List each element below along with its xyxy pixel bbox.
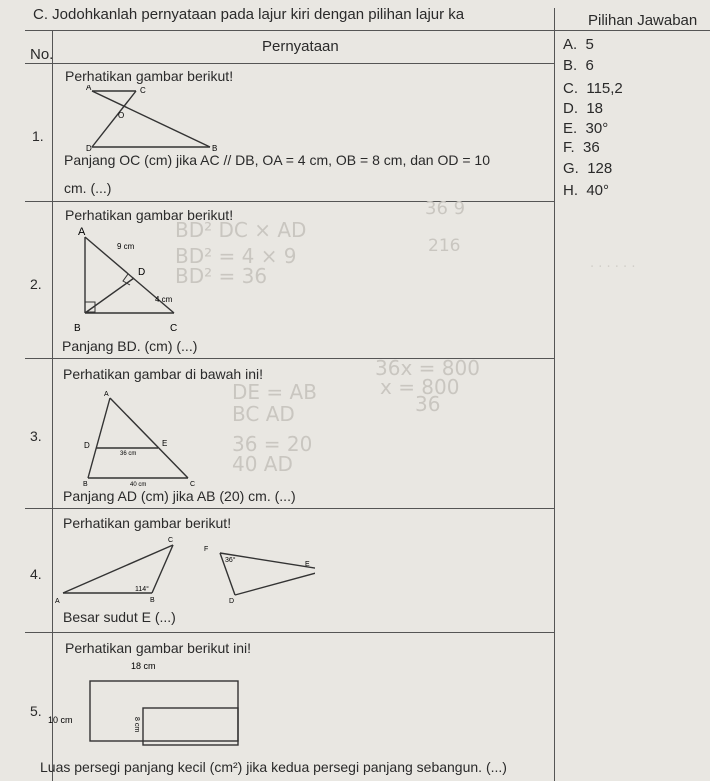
figure-q4-triangles bbox=[55, 533, 315, 618]
question-intro: Perhatikan gambar berikut! bbox=[65, 68, 234, 84]
choice-letter: E. bbox=[563, 120, 578, 137]
table-top-border bbox=[25, 30, 710, 31]
question-number: 5. bbox=[30, 703, 42, 719]
width-label: 18 cm bbox=[131, 661, 156, 671]
header-pilihan-jawaban: Pilihan Jawaban bbox=[588, 12, 698, 29]
choice-e[interactable] bbox=[563, 120, 608, 137]
choice-value: 6 bbox=[585, 57, 594, 74]
angle-label-b: 114° bbox=[135, 586, 149, 593]
choice-value: 36 bbox=[583, 139, 600, 156]
choice-g[interactable] bbox=[563, 160, 612, 177]
figure-q5-rectangles bbox=[45, 657, 255, 747]
column-divider-choices bbox=[554, 8, 555, 781]
point-label-c: C bbox=[170, 323, 178, 334]
question-text: Panjang BD. (cm) (...) bbox=[62, 338, 198, 354]
length-label-ad: 9 cm bbox=[117, 242, 135, 251]
choice-value: 128 bbox=[587, 160, 613, 177]
handwritten-line-3: BD² = 36 bbox=[175, 264, 268, 288]
choice-b[interactable] bbox=[563, 57, 594, 74]
length-label-bc: 40 cm bbox=[130, 482, 147, 488]
choice-value: 30° bbox=[585, 120, 609, 137]
choice-c[interactable] bbox=[563, 80, 623, 97]
question-text: Besar sudut E (...) bbox=[63, 609, 176, 625]
question-text: Luas persegi panjang kecil (cm²) jika kedua persegi panjang sebangun. (...) bbox=[40, 759, 507, 775]
question-intro: Perhatikan gambar berikut! bbox=[63, 515, 232, 531]
show-through-text: · · · · · · bbox=[590, 260, 636, 275]
handwritten-calculation: 216 bbox=[428, 236, 461, 256]
point-label-e: E bbox=[162, 439, 168, 448]
point-label-c: C bbox=[168, 537, 174, 544]
question-number: 1. bbox=[32, 128, 44, 144]
row-divider-4 bbox=[25, 632, 555, 633]
choice-letter: H. bbox=[563, 182, 578, 199]
point-label-f: F bbox=[204, 546, 209, 553]
handwritten-fraction-2: BC AD bbox=[232, 402, 295, 426]
point-label-d: D bbox=[84, 441, 90, 450]
choice-letter: G. bbox=[563, 160, 579, 177]
question-text: Panjang AD (cm) jika AB (20) cm. (...) bbox=[63, 488, 296, 504]
point-label-d: D bbox=[86, 144, 92, 153]
point-label-a: A bbox=[86, 85, 92, 92]
question-number: 4. bbox=[30, 566, 42, 582]
point-label-c: C bbox=[140, 86, 146, 95]
handwritten-line-2: BD² = 4 × 9 bbox=[175, 244, 297, 268]
point-label-d: D bbox=[229, 598, 235, 605]
choice-value: 5 bbox=[585, 36, 594, 53]
angle-label-f: 36° bbox=[225, 557, 236, 564]
point-label-d: D bbox=[138, 267, 146, 278]
figure-q3-similar-triangles bbox=[78, 388, 218, 488]
choice-value: 40° bbox=[586, 182, 610, 199]
header-no: No. bbox=[30, 46, 54, 63]
choice-a[interactable] bbox=[563, 36, 594, 53]
choice-value: 115,2 bbox=[586, 80, 623, 97]
small-rect-label: 8 cm bbox=[133, 717, 140, 733]
point-label-e: E bbox=[305, 561, 310, 568]
handwritten-fraction-4: 40 AD bbox=[232, 452, 293, 476]
header-bottom-border bbox=[25, 63, 555, 64]
figure-q1-parallel-lines bbox=[80, 85, 230, 155]
choice-d[interactable] bbox=[563, 100, 603, 117]
choice-letter: D. bbox=[563, 100, 578, 117]
choice-letter: B. bbox=[563, 57, 578, 74]
handwritten-equation-2: x = 800 bbox=[380, 375, 460, 399]
length-label-dc: 4 cm bbox=[155, 295, 173, 304]
choice-value: 18 bbox=[586, 100, 604, 117]
question-text: Panjang OC (cm) jika AC // DB, OA = 4 cm, OB = 8 cm, dan OD = 10 bbox=[64, 152, 490, 168]
handwritten-scratch: 36 9 bbox=[425, 198, 466, 219]
height-label: 10 cm bbox=[48, 715, 73, 725]
row-divider-1 bbox=[25, 201, 555, 202]
question-number: 2. bbox=[30, 276, 42, 292]
handwritten-fraction-1: DE = AB bbox=[232, 380, 317, 404]
handwritten-equation-3: 36 bbox=[415, 392, 441, 416]
point-label-b: B bbox=[74, 323, 81, 334]
point-label-a: A bbox=[55, 598, 60, 605]
choice-letter: A. bbox=[563, 36, 578, 53]
header-pernyataan: Pernyataan bbox=[262, 38, 339, 55]
handwritten-fraction-3: 36 = 20 bbox=[232, 432, 313, 456]
question-text-continued: cm. (...) bbox=[64, 180, 112, 196]
choice-letter: C. bbox=[563, 80, 578, 97]
question-intro: Perhatikan gambar di bawah ini! bbox=[63, 366, 264, 382]
question-number: 3. bbox=[30, 428, 42, 444]
point-label-b: B bbox=[83, 481, 88, 488]
section-title: C. Jodohkanlah pernyataan pada lajur kiri dengan pilihan lajur ka bbox=[33, 6, 465, 23]
row-divider-3 bbox=[25, 508, 555, 509]
choice-letter: F. bbox=[563, 139, 575, 156]
choice-f[interactable] bbox=[563, 139, 600, 156]
point-label-a: A bbox=[78, 226, 86, 238]
point-label-b: B bbox=[212, 144, 218, 153]
point-label-b: B bbox=[150, 597, 155, 604]
question-intro: Perhatikan gambar berikut! bbox=[65, 207, 234, 223]
handwritten-equation-1: 36x = 800 bbox=[375, 356, 480, 380]
choice-h[interactable] bbox=[563, 182, 609, 199]
length-label-de: 36 cm bbox=[120, 451, 137, 457]
handwritten-line-1: BD² DC × AD bbox=[175, 218, 307, 242]
point-label-o: O bbox=[118, 111, 125, 120]
question-intro: Perhatikan gambar berikut ini! bbox=[65, 640, 251, 656]
point-label-a: A bbox=[104, 391, 109, 398]
point-label-c: C bbox=[190, 481, 196, 488]
